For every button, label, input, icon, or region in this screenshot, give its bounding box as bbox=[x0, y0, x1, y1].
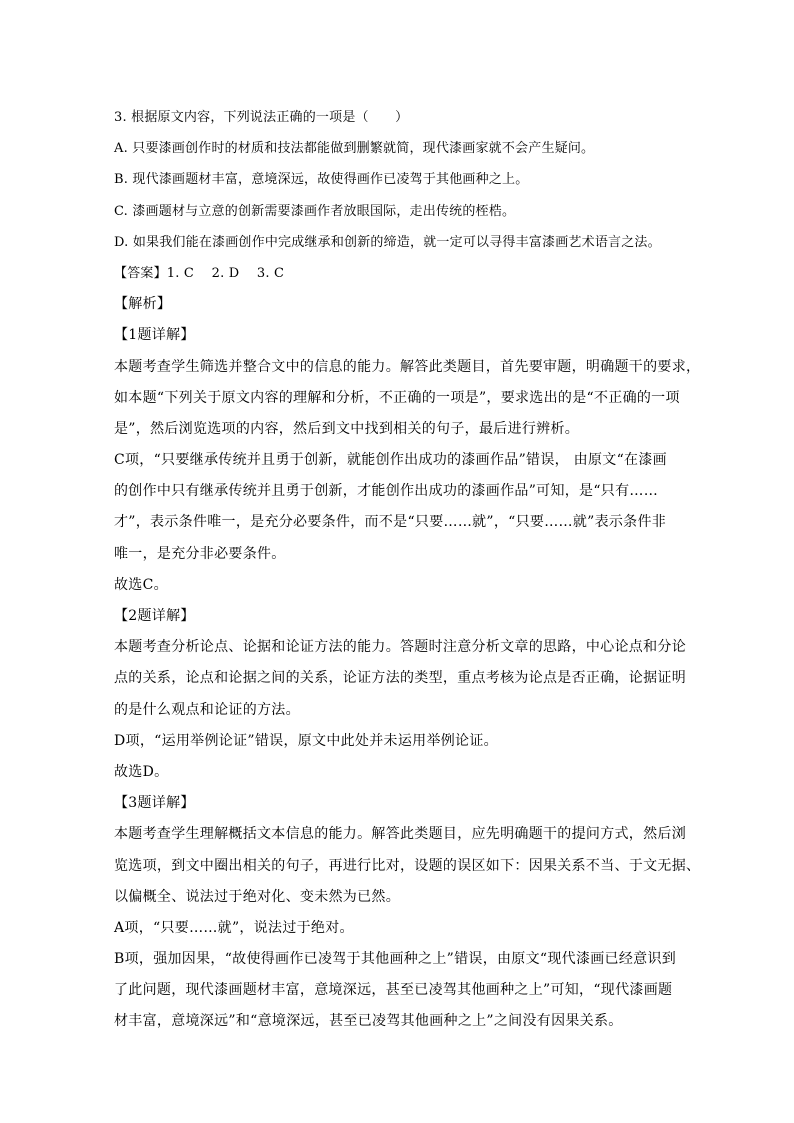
q2-line: 的是什么观点和论证的方法。 bbox=[114, 701, 300, 718]
analysis-heading: 【解析】 bbox=[114, 296, 172, 313]
q1-line: 唯一，是充分非必要条件。 bbox=[114, 545, 286, 562]
option-a: A. 只要漆画创作时的材质和技法都能做到删繁就简，现代漆画家就不会产生疑问。 bbox=[114, 141, 595, 157]
q1-line: 是”，然后浏览选项的内容，然后到文中找到相关的句子，最后进行辨析。 bbox=[114, 420, 580, 437]
option-b: B. 现代漆画题材丰富，意境深远，故使得画作已凌驾于其他画种之上。 bbox=[114, 172, 529, 188]
q3-line: 以偏概全、说法过于绝对化、变未然为已然。 bbox=[114, 888, 400, 905]
q3-line: 览选项，到文中圈出相关的句子，再进行比对，设题的误区如下：因果关系不当、于文无据、 bbox=[114, 857, 701, 874]
q1-heading: 【1题详解】 bbox=[114, 327, 195, 344]
q2-line: D项，“运用举例论证”错误，原文中此处并未运用举例论证。 bbox=[114, 732, 498, 749]
q3-line: 了此问题，现代漆画题材丰富，意境深远，甚至已凌驾其他画种之上”可知，“现代漆画题 bbox=[114, 982, 673, 999]
q1-line: 如本题“下列关于原文内容的理解和分析，不正确的一项是”，要求选出的是“不正确的一项 bbox=[114, 389, 680, 406]
q2-line: 点的关系，论点和论据之间的关系，论证方法的类型，重点考核为论点是否正确，论据证明 bbox=[114, 670, 686, 687]
q1-line: 本题考查学生筛选并整合文中的信息的能力。解答此类题目，首先要审题，明确题干的要求， bbox=[114, 358, 701, 375]
question-3-stem: 3. 根据原文内容，下列说法正确的一项是（ ） bbox=[114, 110, 409, 125]
q2-line: 故选D。 bbox=[114, 763, 169, 780]
q1-line: 的创作中只有继承传统并且勇于创新，才能创作出成功的漆画作品”可知，是“只有…… bbox=[114, 483, 659, 500]
q3-line: 本题考查学生理解概括文本信息的能力。解答此类题目，应先明确题干的提问方式，然后浏 bbox=[114, 826, 686, 843]
q1-line: C项，“只要继承传统并且勇于创新，就能创作出成功的漆画作品”错误， 由原文“在漆画 bbox=[114, 452, 667, 469]
q3-heading: 【3题详解】 bbox=[114, 795, 195, 812]
q1-line: 故选C。 bbox=[114, 576, 168, 593]
option-c: C. 漆画题材与立意的创新需要漆画作者放眼国际，走出传统的桎梏。 bbox=[114, 203, 516, 219]
q3-line: A项，“只要……就”，说法过于绝对。 bbox=[114, 919, 354, 936]
document-content bbox=[114, 102, 701, 1038]
q3-line: B项，强加因果，“故使得画作已凌驾于其他画种之上”错误，由原文“现代漆画已经意识到 bbox=[114, 951, 677, 968]
q1-line: 才”，表示条件唯一，是充分必要条件，而不是“只要……就”，“只要……就”表示条件非 bbox=[114, 514, 667, 531]
q2-line: 本题考查分析论点、论据和论证方法的能力。答题时注意分析文章的思路，中心论点和分论 bbox=[114, 639, 686, 656]
q2-heading: 【2题详解】 bbox=[114, 608, 195, 624]
q3-line: 材丰富，意境深远”和“意境深远，甚至已凌驾其他画种之上”之间没有因果关系。 bbox=[114, 1013, 623, 1030]
answer-line: 【答案】1. C 2. D 3. C bbox=[114, 265, 285, 281]
option-d: D. 如果我们能在漆画创作中完成继承和创新的缔造，就一定可以寻得丰富漆画艺术语言之法。 bbox=[114, 234, 661, 250]
